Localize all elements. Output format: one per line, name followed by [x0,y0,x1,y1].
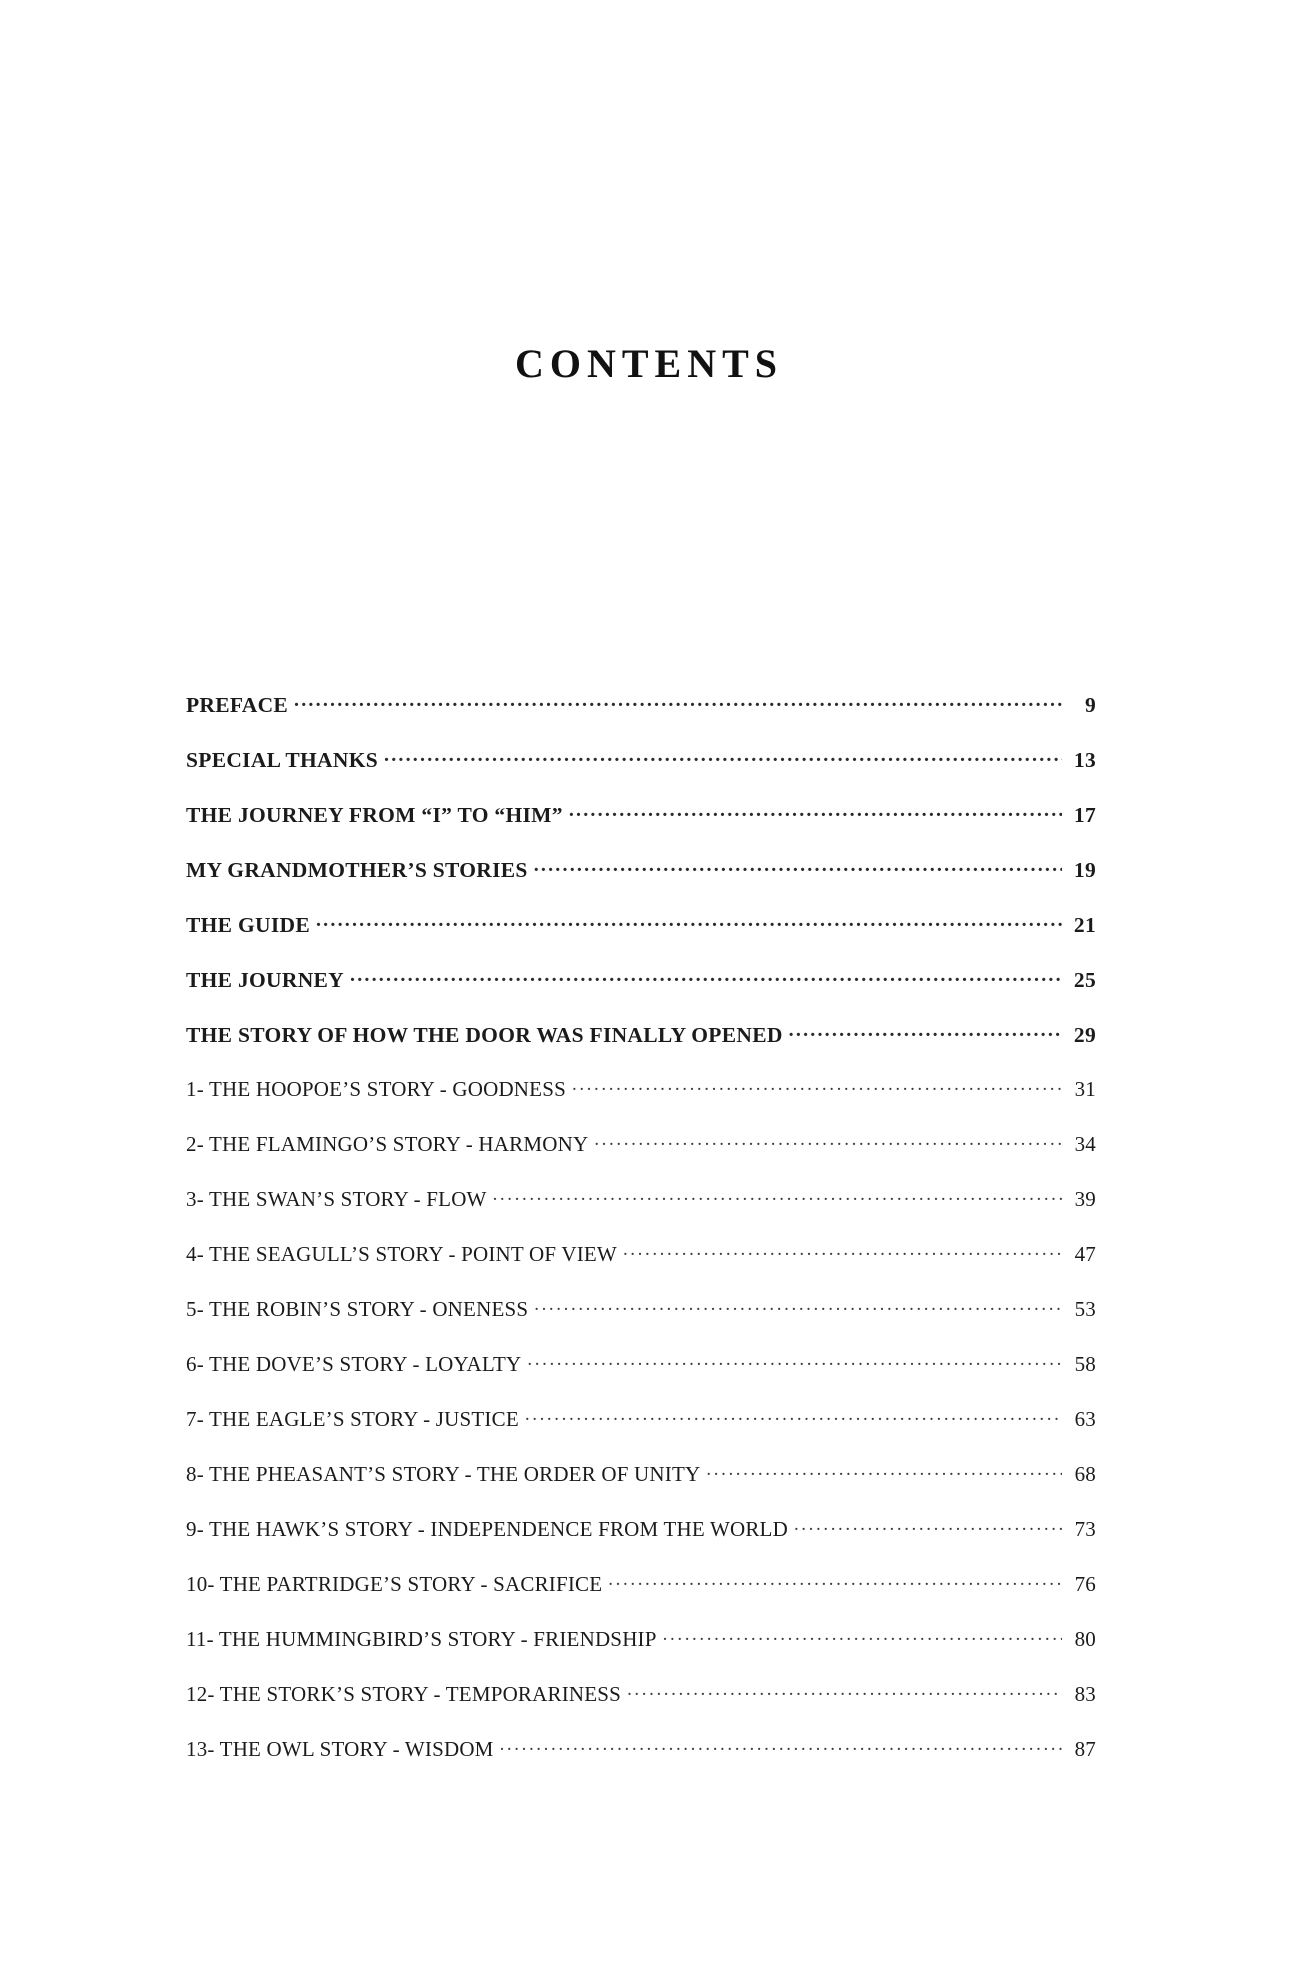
toc-leader-dots [493,1185,1062,1206]
toc-leader-dots [500,1735,1062,1756]
toc-entry-label: 11- THE HUMMINGBIRD’S STORY - FRIENDSHIP [186,1627,657,1651]
toc-leader-dots [525,1405,1062,1426]
toc-entry-label: MY GRANDMOTHER’S STORIES [186,857,528,882]
toc-entry-label: 7- THE EAGLE’S STORY - JUSTICE [186,1407,519,1431]
toc-leader-dots [534,855,1062,877]
toc-entry[interactable] [186,910,1096,965]
toc-leader-dots [384,745,1062,767]
toc-entry[interactable] [186,1130,1096,1185]
toc-entry-page-number: 39 [1074,1187,1096,1211]
toc-leader-dots [623,1240,1062,1261]
toc-entry-label: 9- THE HAWK’S STORY - INDEPENDENCE FROM THE WORLD [186,1517,788,1541]
toc-leader-dots [706,1460,1062,1481]
toc-leader-dots [527,1350,1062,1371]
toc-entry-label: 13- THE OWL STORY - WISDOM [186,1737,494,1761]
toc-leader-dots [294,690,1062,712]
toc-entry[interactable] [186,1570,1096,1625]
toc-entry[interactable] [186,1515,1096,1570]
toc-entry-page-number: 29 [1073,1022,1096,1047]
toc-entry-page-number: 68 [1074,1462,1096,1486]
toc-entry-label: 2- THE FLAMINGO’S STORY - HARMONY [186,1132,589,1156]
toc-entry-label: 6- THE DOVE’S STORY - LOYALTY [186,1352,522,1376]
toc-entry-label: 4- THE SEAGULL’S STORY - POINT OF VIEW [186,1242,617,1266]
table-of-contents [186,690,1096,1790]
toc-entry[interactable] [186,1075,1096,1130]
toc-entry-page-number: 34 [1074,1132,1096,1156]
toc-entry-page-number: 87 [1074,1737,1096,1761]
toc-entry-page-number: 13 [1073,747,1096,772]
toc-leader-dots [789,1020,1062,1042]
toc-leader-dots [569,800,1062,822]
toc-entry-page-number: 21 [1073,912,1096,937]
toc-entry[interactable] [186,1460,1096,1515]
toc-entry-page-number: 58 [1074,1352,1096,1376]
toc-leader-dots [608,1570,1062,1591]
toc-entry-label: 5- THE ROBIN’S STORY - ONENESS [186,1297,529,1321]
toc-entry-page-number: 19 [1073,857,1096,882]
toc-leader-dots [594,1130,1062,1151]
toc-entry-page-number: 76 [1074,1572,1096,1596]
toc-entry-page-number: 63 [1074,1407,1096,1431]
toc-entry[interactable] [186,800,1096,855]
page-title: CONTENTS [514,341,784,386]
toc-entry-label: THE GUIDE [186,912,310,937]
toc-leader-dots [316,910,1062,932]
toc-entry[interactable] [186,1625,1096,1680]
toc-entry[interactable] [186,1405,1096,1460]
toc-entry[interactable] [186,1295,1096,1350]
toc-leader-dots [572,1075,1062,1096]
toc-entry-page-number: 83 [1074,1682,1096,1706]
toc-leader-dots [627,1680,1062,1701]
toc-entry-label: THE STORY OF HOW THE DOOR WAS FINALLY OPENED [186,1022,783,1047]
toc-entry[interactable] [186,1735,1096,1790]
toc-entry-page-number: 17 [1073,802,1096,827]
toc-entry-page-number: 47 [1074,1242,1096,1266]
toc-entry[interactable] [186,1020,1096,1075]
toc-entry[interactable] [186,855,1096,910]
toc-entry[interactable] [186,1240,1096,1295]
toc-leader-dots [794,1515,1062,1536]
toc-leader-dots [350,965,1062,987]
toc-entry[interactable] [186,1680,1096,1735]
toc-entry-label: 12- THE STORK’S STORY - TEMPORARINESS [186,1682,622,1706]
toc-entry-label: THE JOURNEY [186,967,344,992]
toc-entry-label: 10- THE PARTRIDGE’S STORY - SACRIFICE [186,1572,603,1596]
toc-entry-label: 3- THE SWAN’S STORY - FLOW [186,1187,487,1211]
toc-entry-page-number: 73 [1074,1517,1096,1541]
toc-entry-page-number: 53 [1074,1297,1096,1321]
toc-entry-page-number: 31 [1074,1077,1096,1101]
toc-leader-dots [663,1625,1062,1646]
toc-entry-page-number: 80 [1074,1627,1096,1651]
toc-entry[interactable] [186,965,1096,1020]
toc-entry-label: 8- THE PHEASANT’S STORY - THE ORDER OF UNITY [186,1462,701,1486]
toc-leader-dots [534,1295,1062,1316]
toc-entry[interactable] [186,690,1096,745]
toc-entry[interactable] [186,1350,1096,1405]
toc-entry[interactable] [186,745,1096,800]
toc-entry-label: 1- THE HOOPOE’S STORY - GOODNESS [186,1077,566,1101]
toc-entry-label: THE JOURNEY FROM “I” TO “HIM” [186,802,563,827]
toc-entry-page-number: 9 [1084,692,1096,717]
toc-entry-label: PREFACE [186,692,289,717]
toc-entry-page-number: 25 [1073,967,1096,992]
toc-entry-label: SPECIAL THANKS [186,747,378,772]
toc-entry[interactable] [186,1185,1096,1240]
